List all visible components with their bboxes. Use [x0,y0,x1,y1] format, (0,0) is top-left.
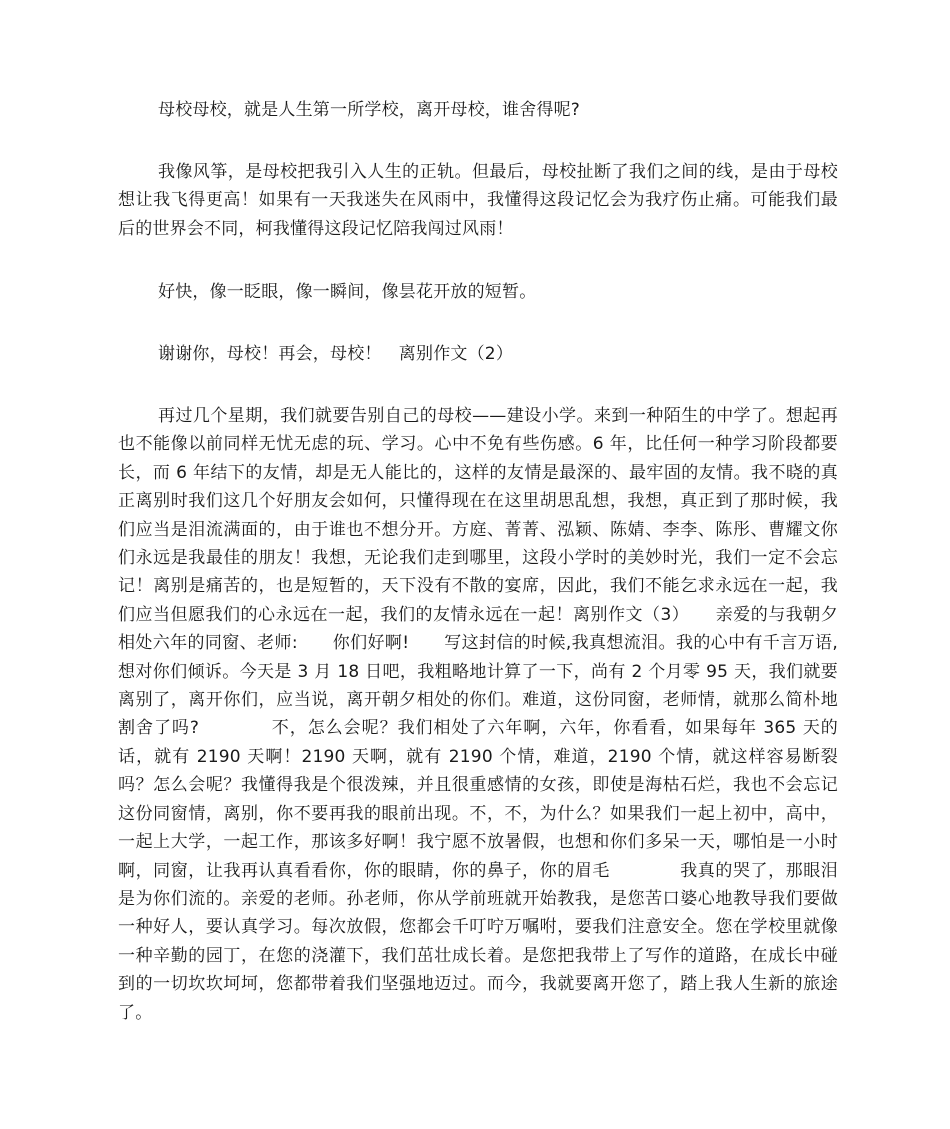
paragraph-2: 我像风筝，是母校把我引入人生的正轨。但最后，母校扯断了我们之间的线，是由于母校想让我飞得更高！如果有一天我迷失在风雨中，我懂得这段记忆会为我疗伤止痛。可能我们最后的世界会不同，柯我懂得这段记忆陪我闯过风雨！ [118,162,838,239]
paragraph-4: 谢谢你，母校！再会，母校！ 离别作文（2） [158,344,514,364]
paragraph-3: 好快，像一眨眼，像一瞬间，像昙花开放的短暂。 [158,282,537,302]
paragraph-1: 母校母校，就是人生第一所学校，离开母校，谁舍得呢? [158,100,581,120]
paragraph-5: 再过几个星期，我们就要告别自己的母校——建设小学。来到一种陌生的中学了。想起再也不能像以前同样无忧无虑的玩、学习。心中不免有些伤感。6 年，比任何一种学习阶段都要长，而 6 年结下的友情，却是无人能比的，这样的友情是最深的、最牢固的友情。我不晓的真正离别时我们这几个好朋友会如何，只懂得现在在这里胡思乱想，我想，真正到了那时候，我们应当是泪流满面的，由于谁也不想分开。方庭、菁菁、泓颖、陈婧、李李、陈彤、曹耀文你们永远是我最佳的朋友！我想，无论我们走到哪里，这段小学时的美妙时光，我们一定不会忘记！离别是痛苦的，也是短暂的，天下没有不散的宴席，因此，我们不能乞求永远在一起，我们应当但愿我们的心永远在一起，我们的友情永远在一起！离别作文（3） 亲爱的与我朝夕相处六年的同窗、老师: 你们好啊! 写这封信的时候,我真想流泪。我的心中有千言万语,想对你们倾诉。今天是 3 月 18 日吧，我粗略地计算了一下，尚有 2 个月零 95 天，我们就要离别了，离开你们，应当说，离开朝夕相处的你们。难道，这份同窗，老师情，就那么简朴地割舍了吗? 不，怎么会呢？我们相处了六年啊，六年，你看看，如果每年 365 天的话，就有 2190 天啊！2190 天啊，就有 2190 个情，难道，2190 个情，就这样容易断裂吗？怎么会呢？我懂得我是个很泼辣，并且很重感情的女孩，即使是海枯石烂，我也不会忘记这份同窗情，离别，你不要再我的眼前出现。不，不，为什么？如果我们一起上初中，高中，一起上大学，一起工作，那该多好啊！我宁愿不放暑假，也想和你们多呆一天，哪怕是一小时啊，同窗，让我再认真看看你，你的眼睛，你的鼻子，你的眉毛 我真的哭了，那眼泪是为你们流的。亲爱的老师。孙老师，你从学前班就开始教我，是您苦口婆心地教导我们要做一种好人，要认真学习。每次放假，您都会千叮咛万嘱咐，要我们注意安全。您在学校里就像一种辛勤的园丁，在您的浇灌下，我们茁壮成长着。是您把我带上了写作的道路，在成长中碰到的一切坎坎坷坷，您都带着我们坚强地迈过。而今，我就要离开您了，踏上我人生新的旅途了。 [118,406,838,1023]
